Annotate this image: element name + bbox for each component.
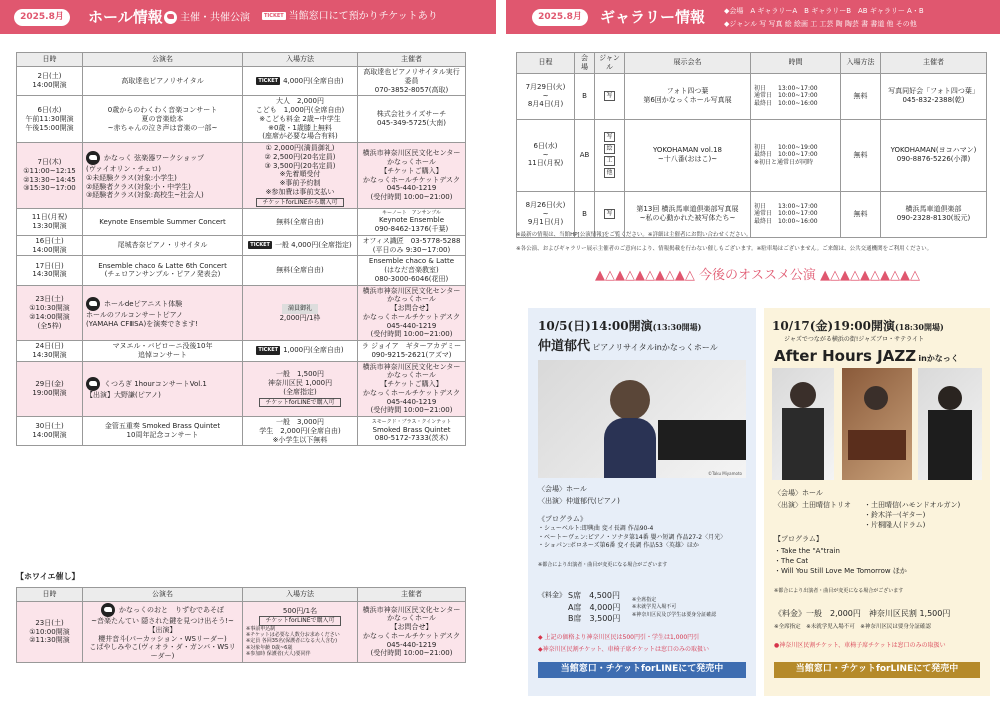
entry-text: 500円/1名 xyxy=(282,606,318,615)
gallery-legend-venue: ◆会場 A ギャラリーA B ギャラリーB AB ギャラリー A・B xyxy=(724,7,924,15)
event-name-text: マヌエル・バビローニ没後10年 追悼コンサート xyxy=(112,342,213,359)
column-header: 主催者 xyxy=(881,53,987,74)
event-date: 29日(金) 19:00開演 xyxy=(17,361,83,417)
table-row xyxy=(17,235,466,256)
event-name-text: かなっく 弦楽器ワークショップ (ヴァイオリン・チェロ) ①未経験クラス(対象:小学生) ②経験者クラス(対象:小・中学生) ③経験者クラス(対象:高校生~社会人) xyxy=(86,154,205,200)
jazz-price: 《料金》一般 2,000円 神奈川区民割 1,500円 xyxy=(774,609,951,618)
column-header: 公演名 xyxy=(83,588,243,602)
foyer-section-title: 【ホワイエ催し】 xyxy=(16,572,80,581)
ticket-icon: TICKET xyxy=(258,347,279,354)
nakamichi-benefit-2: ◆神奈川区民割チケット、車椅子席チケットは窓口のみの取扱い xyxy=(538,646,709,653)
ticket-line-button[interactable]: チケットforLINEで購入可 xyxy=(259,616,340,626)
event-name xyxy=(83,235,243,256)
organizer-info xyxy=(358,361,466,417)
exhibit-name: 第13回 横浜馬車道倶楽部写真展 ~私の心動かれた被写体たち~ xyxy=(625,191,751,237)
jazz-title: After Hours JAZZ inかなっく xyxy=(774,347,959,365)
jazz-program-note: ※都合により出演者・曲目が変更になる場合がございます xyxy=(774,588,904,594)
organizer-info xyxy=(358,96,466,143)
entry-info xyxy=(243,285,358,341)
genre-badge: 写 xyxy=(606,210,613,217)
organizer-info xyxy=(358,341,466,362)
organizer-text: Keynote Ensemble 090-8462-1376(千葉) xyxy=(374,216,449,233)
genre-badge: 絵 xyxy=(606,145,613,152)
exhibit-time: 初日 10:00~19:00 最終日 10:00~17:00 ※初日と通常日が同時 xyxy=(751,119,841,191)
entry-text: ① 2,000円(満員御礼) ② 2,500円(20名定員) ③ 3,500円(20名定員) ※先着順受付 ※事前予約制 ※参加費は事前支払い xyxy=(264,144,336,196)
genre-badge: 写 xyxy=(606,133,613,140)
nakamichi-venue: 〈会場〉ホール xyxy=(538,485,587,493)
table-row xyxy=(17,602,466,663)
entry-text: 大人 2,000円 こども 1,000円(全席自由) ※こども料金 2歳~中学生 ※0歳・1歳膝上無料 (座席が必要な場合有料) xyxy=(255,97,345,141)
genre-badge: 他 xyxy=(606,169,613,176)
exhibit-genre xyxy=(595,73,625,119)
event-name-text: ホールdeピアニスト体験 ホールのフルコンサートピアノ (YAMAHA CFⅢSA)を演奏できます! xyxy=(86,300,198,328)
event-name xyxy=(83,361,243,417)
event-name-text: Ensemble chaco & Latte 6th Concert (チェロアンサンブル・ピアノ発表会) xyxy=(98,261,227,279)
organizer-info xyxy=(358,143,466,209)
exhibit-genre xyxy=(595,119,625,191)
exhibit-date: 6日(水) ~ 11日(月祝) xyxy=(517,119,575,191)
organizer-text: 横浜市神奈川区民文化センター かなっくホール 【お問合せ】 かなっくホールチケットデスク 045-440-1219 (受付時間 10:00~21:00) xyxy=(362,286,461,339)
pianist-figure-icon xyxy=(610,380,650,420)
jazz-tagline: ジャズでつながる横浜の街!ジャズブロ・サテライト xyxy=(784,336,924,343)
pianist-dress-icon xyxy=(604,418,656,478)
jazz-venue: 〈会場〉ホール xyxy=(774,489,823,497)
entry-text: 無料(全席自由) xyxy=(276,266,324,274)
jazz-guitarist-photo xyxy=(772,368,834,480)
table-row xyxy=(17,67,466,96)
table-row xyxy=(17,209,466,236)
exhibit-name: YOKOHAMAN vol.18 ~十八番(おはこ)~ xyxy=(625,119,751,191)
ticket-icon: TICKET xyxy=(250,242,270,249)
nakamichi-price-heading: 《料金》 xyxy=(538,591,566,599)
nakamichi-price-note: ※全席指定 ※未就学児入場不可 ※神奈川区民及び学生は要身分証確認 xyxy=(632,597,717,618)
entry-text: 無料(全席自由) xyxy=(276,217,324,226)
exhibit-time: 初日 13:00~17:00 通常日 10:00~17:00 最終日 10:00~16:00 xyxy=(751,191,841,237)
event-name xyxy=(83,285,243,341)
gallery-note-2: ※各公演、およびギャラリー展示主催者のご意向により、情報掲載を行わない催しもございます。※駐車場はございません。ご来館は、公共交通機関をご利用ください。 xyxy=(516,246,933,252)
column-header: 時間 xyxy=(751,53,841,74)
entry-info xyxy=(243,417,358,446)
entry-notes: ※事前申込制 ※チケットは必要な人数分お求めください ※定員 各回35名(保護者になる大人含む) ※対象年齢 0歳~6歳 ※参加時 保護者(大人)要同伴 xyxy=(246,625,340,657)
exhibit-organizer: 写真同好会「フォト四つ葉」 045-832-2388(乾) xyxy=(881,73,987,119)
event-date: 16日(土) 14:00開演 xyxy=(17,235,83,256)
organizer-info xyxy=(358,417,466,446)
jazz-organist-photo xyxy=(842,368,912,480)
event-name-text: 尾城杏奈ピアノ・リサイタル xyxy=(117,241,208,250)
organizer-info: 横浜市神奈川区民文化センター かなっくホール 【お問合せ】 かなっくホールチケットデスク 045-440-1219 (受付時間 10:00~21:00) xyxy=(358,602,466,663)
column-header: 主催者 xyxy=(358,53,466,67)
hall-header xyxy=(0,0,496,34)
event-name-text: 金管五重奏 Smoked Brass Quintet 10周年記念コンサート xyxy=(104,422,221,440)
jazz-members: ・土田晴信(ハモンドオルガン) ・鈴木洋一(ギター) ・片桐隆人(ドラム) xyxy=(864,501,961,530)
hall-title: ホール情報 xyxy=(88,8,163,26)
entry-text: 一般 3,000円 学生 2,000円(全席自由) ※小学生以下無料 xyxy=(259,418,341,444)
exhibit-venue: AB xyxy=(575,119,595,191)
jazz-price-note: ※全席指定 ※未就学児入場不可 ※神奈川区民は要身分証確認 xyxy=(774,624,931,630)
event-name xyxy=(83,67,243,96)
nakamichi-cast: 〈出演〉仲道郁代(ピアノ) xyxy=(538,497,620,505)
event-date: 11日(月祝) 13:30開演 xyxy=(17,209,83,236)
organizer-info xyxy=(358,209,466,236)
entry-info xyxy=(243,341,358,362)
organizer-info xyxy=(358,285,466,341)
hall-schedule-table xyxy=(16,52,466,446)
entry-text: 一般 4,000円(全席指定) xyxy=(274,241,352,250)
organizer-text: 横浜市神奈川区民文化センター かなっくホール 【チケットご購入】 かなっくホールチケットデスク 045-440-1219 (受付時間 10:00~21:00) xyxy=(362,362,461,415)
entry-text: 4,000円(全席自由) xyxy=(283,76,344,85)
organizer-text: オフィス識匠 03-5778-5288 (平日のみ 9:30~17:00) xyxy=(362,236,461,254)
column-header: ジャンル xyxy=(595,53,625,74)
genre-badge: 工 xyxy=(606,157,613,164)
entry-text: 2,000円/1枠 xyxy=(279,313,321,322)
column-header: 会場 xyxy=(575,53,595,74)
table-row xyxy=(17,256,466,285)
event-name-text: くつろぎ 1hourコンサートVol.1 【出演】大野謙(ピアノ) xyxy=(86,380,207,400)
gallery-header xyxy=(506,0,1000,34)
jazz-benefit: ●神奈川区民割チケット、車椅子席チケットは窓口のみの取扱い xyxy=(774,642,946,649)
entry-info xyxy=(243,209,358,236)
nakamichi-program: ・シューベルト:即興曲 変イ長調 作品90-4 ・ベートーヴェン:ピアノ・ソナタ第14番 嬰ハ短調 作品27-2〈月光〉 ・ショパン:ボロネーズ第6番 変イ長調 作品53〈英雄〉ほか xyxy=(538,525,727,550)
column-header: 主催者 xyxy=(358,588,466,602)
gallery-title: ギャラリー情報 xyxy=(600,8,706,26)
hall-legend-org: 主催・共催公演 xyxy=(164,11,250,25)
genre-badge: 写 xyxy=(606,92,613,99)
gallery-month-badge: 2025.8月 xyxy=(532,9,588,26)
entry-info xyxy=(243,96,358,143)
organizer-text: 高取達也ピアノリサイタル実行委員 070-3852-8057(高取) xyxy=(363,68,460,94)
nakamichi-date: 10/5(日)14:00開演(13:30開場) xyxy=(538,319,702,333)
organizer-info xyxy=(358,67,466,96)
kanack-logo-icon xyxy=(86,151,100,165)
event-date: 17日(日) 14:30開演 xyxy=(17,256,83,285)
foyer-schedule-table xyxy=(16,587,466,663)
entry-info xyxy=(243,143,358,209)
column-header: 入場方法 xyxy=(243,53,358,67)
organizer-text: ラ ジョイア ギターアカデミー 090-9215-2621(アズマ) xyxy=(361,342,462,359)
organizer-text: 株式会社ライズサーチ 045-349-5725(大南) xyxy=(376,110,447,128)
hall-legend-ticket: TICKET 当館窓口にて預かりチケットあり xyxy=(264,11,438,22)
table-row xyxy=(17,285,466,341)
event-name-text: Keynote Ensemble Summer Concert xyxy=(99,217,226,226)
column-header: 日時 xyxy=(17,588,83,602)
event-date: 7日(木) ①11:00~12:15 ②13:30~14:45 ③15:30~17:00 xyxy=(17,143,83,209)
exhibit-entry: 無料 xyxy=(841,73,881,119)
gallery-legend-genre: ◆ジャンル 写 写真 絵 絵画 工 工芸 陶 陶芸 書 書道 他 その他 xyxy=(724,20,917,28)
column-header: 日程 xyxy=(517,53,575,74)
recommend-banner: ▲△▲△▲△▲△▲△ 今後のオススメ公演 ▲△▲△▲△▲△▲△ xyxy=(594,268,921,283)
jazz-program: ・Take the "A"train ・The Cat ・Will You Still Love Me Tomorrow ほか xyxy=(774,547,907,576)
jazz-ticket-button[interactable]: 当館窓口・チケットforLINEにて発売中 xyxy=(774,662,980,678)
entry-info xyxy=(243,602,358,663)
entry-text: 一般 1,500円 神奈川区民 1,000円 (全席指定) xyxy=(267,370,333,396)
gallery-schedule-table xyxy=(516,52,987,238)
event-name xyxy=(83,209,243,236)
exhibit-genre xyxy=(595,191,625,237)
exhibit-entry: 無料 xyxy=(841,119,881,191)
recommend-jazz-panel xyxy=(764,308,990,696)
event-date: 6日(水) 午前11:30開演 午後15:00開演 xyxy=(17,96,83,143)
organizer-ruby: キーノート アンサンブル xyxy=(381,210,442,216)
column-header: 入場方法 xyxy=(243,588,358,602)
table-row xyxy=(17,143,466,209)
event-name-text: 0歳からのわくわく音楽コンサート 夏の音楽絵本 ~赤ちゃんの泣き声は音楽の一部~ xyxy=(107,106,218,132)
jazz-date: 10/17(金)19:00開演(18:30開場) xyxy=(772,319,944,333)
event-name-text: 高取達也ピアノリサイタル xyxy=(121,76,204,85)
entry-info xyxy=(243,235,358,256)
exhibit-time: 初日 13:00~17:00 通常日 10:00~17:00 最終日 10:00~16:00 xyxy=(751,73,841,119)
table-row xyxy=(17,417,466,446)
jazz-program-heading: 【プログラム】 xyxy=(774,535,823,543)
exhibit-organizer: 横浜馬車道倶楽部 090-2328-8130(坂元) xyxy=(881,191,987,237)
column-header: 日時 xyxy=(17,53,83,67)
kanack-logo-icon xyxy=(86,377,100,391)
photo-credit: ©Taku Miyamoto xyxy=(708,471,742,476)
exhibit-date: 8月26日(火) ~ 9月1日(月) xyxy=(517,191,575,237)
column-header: 展示会名 xyxy=(625,53,751,74)
nakamichi-title: 仲道郁代 ピアノリサイタルinかなっくホール xyxy=(538,339,718,354)
organizer-text: Ensemble chaco & Latte (はなだ音楽教室) 080-3000-6046(花田) xyxy=(368,257,455,283)
organizer-ruby: スモークド・ブラス・クインテット xyxy=(371,419,452,426)
event-date: 24日(日) 14:30開演 xyxy=(17,341,83,362)
table-row xyxy=(517,191,987,237)
organizer-text: 横浜市神奈川区民文化センター かなっくホール 【チケットご購入】 かなっくホールチケットデスク 045-440-1219 (受付時間 10:00~21:00) xyxy=(362,149,461,201)
nakamichi-program-note: ※都合により出演者・曲目が変更になる場合がございます xyxy=(538,562,668,568)
event-name xyxy=(83,417,243,446)
exhibit-organizer: YOKOHAMAN(ヨコハマン) 090-8876-5226(小澤) xyxy=(881,119,987,191)
column-header: 入場方法 xyxy=(841,53,881,74)
gallery-legend xyxy=(724,5,924,31)
ticket-line-button[interactable]: チケットforLINEで購入可 xyxy=(259,398,340,408)
table-row xyxy=(17,96,466,143)
event-name xyxy=(83,256,243,285)
table-row xyxy=(517,119,987,191)
nakamichi-benefit-1: ◆ 上記の価格より神奈川区民は500円引・学生は1,000円引 xyxy=(538,634,700,641)
table-row xyxy=(17,361,466,417)
sold-out-label: 満員御礼 xyxy=(282,304,318,314)
kanack-logo-icon xyxy=(164,11,177,24)
ticket-icon: TICKET xyxy=(264,12,284,19)
nakamichi-ticket-button[interactable]: 当館窓口・チケットforLINEにて発売中 xyxy=(538,662,746,678)
event-date: 2日(土) 14:00開演 xyxy=(17,67,83,96)
event-name xyxy=(83,341,243,362)
table-row xyxy=(17,341,466,362)
event-name xyxy=(83,96,243,143)
gallery-note-1: ※最新の情報は、当館HP[公演情報]をご覧ください。※詳細は主催者にお問い合わせください。 xyxy=(516,232,752,238)
organizer-text: Smoked Brass Quintet 080-5172-7333(茨木) xyxy=(372,425,451,443)
nakamichi-photo xyxy=(538,360,746,478)
entry-info xyxy=(243,67,358,96)
hall-month-badge: 2025.8月 xyxy=(14,9,70,26)
nakamichi-program-heading: 《プログラム》 xyxy=(538,515,587,523)
event-date: 23日(土) ①10:30開演 ②14:00開演 (全5枠) xyxy=(17,285,83,341)
ticket-line-button[interactable]: チケットforLINEから購入可 xyxy=(256,198,343,208)
jazz-drummer-photo xyxy=(918,368,982,480)
exhibit-venue: B xyxy=(575,73,595,119)
exhibit-entry: 無料 xyxy=(841,191,881,237)
nakamichi-price: S席 4,500円 A席 4,000円 B席 3,500円 xyxy=(568,591,621,624)
organizer-info xyxy=(358,235,466,256)
piano-icon xyxy=(658,420,746,460)
event-date: 23日(土) ①10:00開演 ②11:30開演 xyxy=(17,602,83,663)
entry-info xyxy=(243,256,358,285)
exhibit-date: 7月29日(火) ~ 8月4日(月) xyxy=(517,73,575,119)
table-row xyxy=(517,73,987,119)
jazz-cast: 〈出演〉土田晴信トリオ xyxy=(774,501,851,509)
entry-info xyxy=(243,361,358,417)
ticket-icon: TICKET xyxy=(258,77,279,84)
event-date: 30日(土) 14:00開演 xyxy=(17,417,83,446)
organizer-info xyxy=(358,256,466,285)
event-name xyxy=(83,602,243,663)
event-name xyxy=(83,143,243,209)
entry-text: 1,000円(全席自由) xyxy=(283,346,344,355)
event-name-text: かなっくのおと りずむであそぼ ~音楽たんてい 隠された鍵を見つけ出そう!~ 【出演】 櫻井音斗(パーカッション・WSリーダー) こばやしみやこ(ヴィオラ・ダ・ガンバ・WSリーダー) xyxy=(89,606,236,660)
column-header: 公演名 xyxy=(83,53,243,67)
exhibit-venue: B xyxy=(575,191,595,237)
kanack-logo-icon xyxy=(86,297,100,311)
exhibit-name: フォト四つ葉 第6回かなっくホール写真展 xyxy=(625,73,751,119)
recommend-nakamichi-panel xyxy=(528,308,756,696)
kanack-logo-icon xyxy=(101,603,115,617)
